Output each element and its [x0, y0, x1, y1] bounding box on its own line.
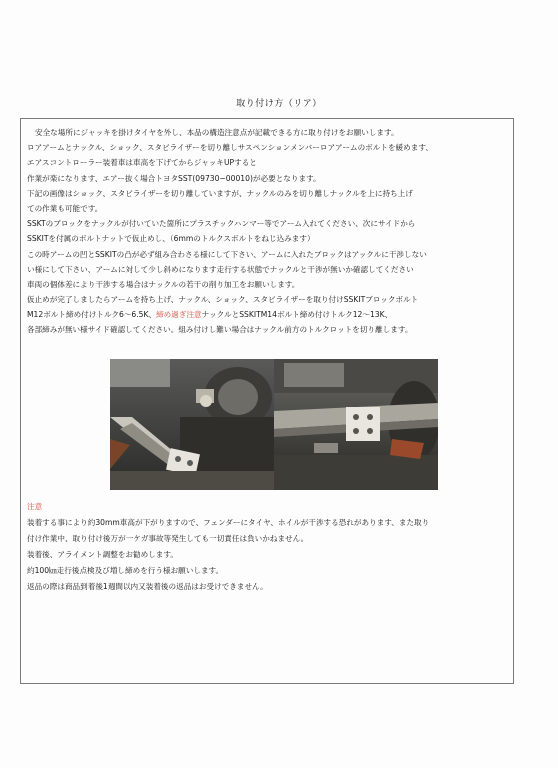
caution-line-3: 装着後、アライメント調整をお勧めします。 [27, 550, 178, 559]
caution-line-1: 装着する事により約30mm車高が下がりますので、フェンダーにタイヤ、ホイルが干渉する恐れがあります、また取り [27, 518, 430, 527]
page-title: 取り付け方（リア） [236, 99, 322, 109]
instruction-line-14: 各部締みが無い様サイド確認してください。組み付けし難い場合はナックル前方のトルクロットを切り離します。 [27, 325, 413, 335]
caution-line-5: 返品の際は商品到着後1週間以内又装着後の返品はお受けできません。 [27, 582, 268, 591]
instruction-line-12: 仮止めが完了しましたらアームを持ち上げ、ナックル、ショック、スタビライザーを取り付けSSKITブロックボルト [27, 295, 419, 305]
caution-line-2: 付け作業中、取り付け後万が一ケガ事故等発生しても一切責任は負いかねません。 [27, 534, 309, 543]
instruction-line-2: ロアアームとナックル、ショック、スタビライザーを切り離しサスペンションメンバーロアアームのボルトを緩めます、 [27, 143, 433, 153]
caution-line-4: 約100㎞走行後点検及び増し締めを行う様お願いします。 [27, 566, 224, 575]
instruction-line-6: ての作業も可能です。 [27, 203, 103, 213]
instructions [27, 125, 511, 338]
overtighten-warning: 締め過ぎ注意 [156, 310, 202, 320]
instruction-line-10: い様にして下さい、アームに対して少し斜めになります走行する状態でナックルと干渉が無いか確認してください [27, 264, 414, 274]
instruction-line-5: 下記の画像はショック、スタビライザーを切り離していますが、ナックルのみを切り離しナックルを上に持ち上げ [27, 188, 413, 198]
suspension-photo-left [110, 359, 274, 490]
instruction-line-7: SSKTのブロックをナックルが付いていた箇所にプラスチックハンマー等でアーム入れてください、次にサイドから [27, 219, 416, 229]
installation-photos [110, 359, 438, 490]
instruction-line-3: エアスコントローラー装着車は車高を下げてからジャッキUPすると [27, 158, 257, 168]
caution-heading: 注意 [27, 502, 43, 511]
suspension-photo-right [274, 359, 438, 490]
torque-text-m12: M12ボルト締め付けトルク6〜6.5K、 [27, 310, 157, 320]
suspension-photo-right-image [274, 359, 438, 490]
instruction-line-13 [27, 307, 511, 322]
torque-text-m14: ナックルとSSKITM14ボルト締め付けトルク12〜13K、 [201, 310, 393, 320]
content-frame [20, 118, 514, 684]
caution-notes [27, 499, 511, 595]
instruction-line-9: この時アームの凹とSSKITの凸が必ず組み合わさる様にして下さい、アームに入れたブロックはアックルに干渉しない [27, 249, 427, 259]
instruction-line-1: 安全な場所にジャッキを掛けタイヤを外し、本品の構造注意点が記載できる方に取り付けをお願いします。 [35, 128, 399, 137]
instruction-line-8: SSKITを付属のボルトナットで仮止めし、（6mmのトルクスボルトをねじ込みます） [27, 234, 315, 244]
suspension-photo-left-image [110, 359, 274, 490]
instruction-line-11: 車両の個体差により干渉する場合はナックルの若干の削り加工をお願いします。 [27, 279, 300, 289]
instruction-line-4: 作業が楽になります、エアー抜く場合トヨタSST(09730−00010)が必要となります。 [27, 173, 321, 183]
